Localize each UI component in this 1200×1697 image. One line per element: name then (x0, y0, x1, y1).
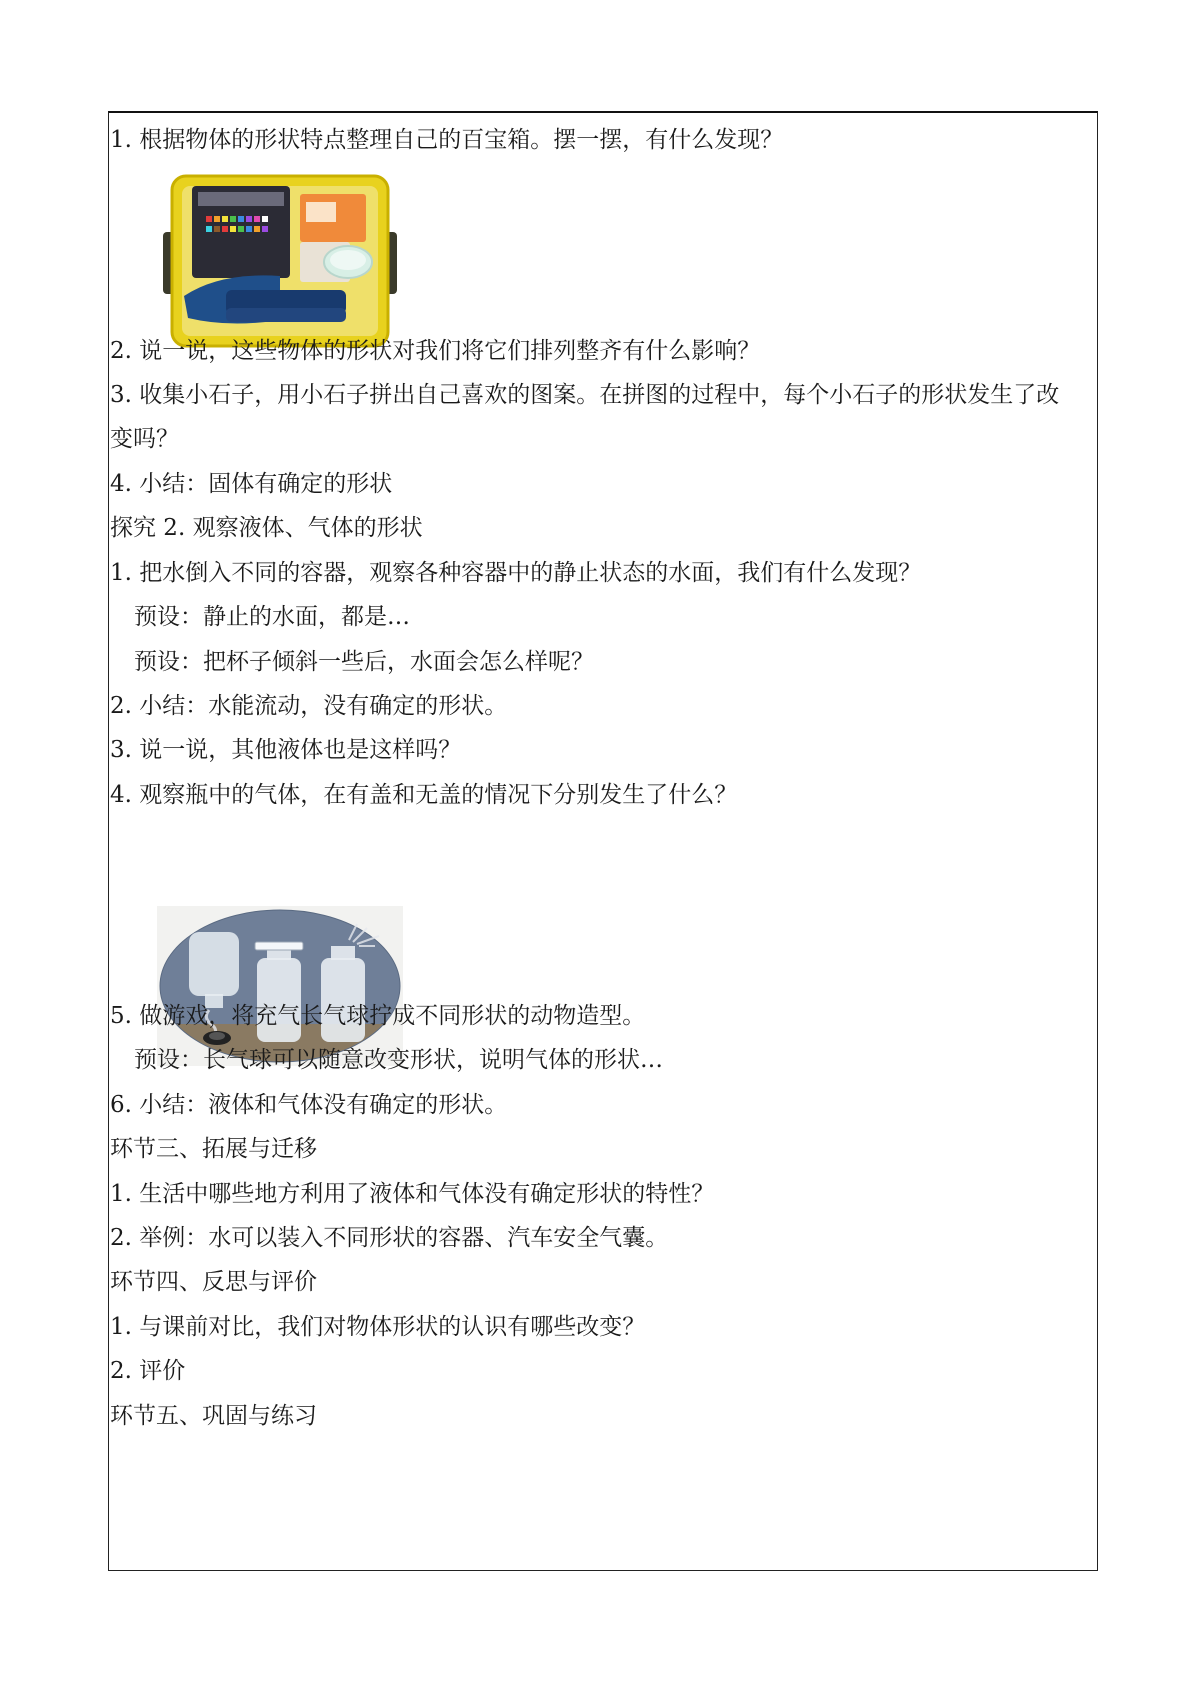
text-line: 预设：长气球可以随意改变形状，说明气体的形状… (134, 1047, 663, 1073)
text-line: 4. 小结：固体有确定的形状 (110, 471, 393, 497)
gas-jars-illustration (157, 906, 403, 1066)
section-heading: 环节三、拓展与迁移 (110, 1136, 317, 1162)
text-line: 2. 小结：水能流动，没有确定的形状。 (110, 693, 508, 719)
section-heading: 环节四、反思与评价 (110, 1269, 317, 1295)
text-line: 5. 做游戏，将充气长气球拧成不同形状的动物造型。 (110, 1003, 646, 1029)
text-line: 1. 把水倒入不同的容器，观察各种容器中的静止状态的水面，我们有什么发现？ (110, 560, 922, 586)
text-line: 预设：静止的水面，都是… (134, 604, 410, 630)
text-line: 变吗？ (110, 426, 179, 452)
text-line: 3. 收集小石子，用小石子拼出自己喜欢的图案。在拼图的过程中，每个小石子的形状发生了改 (110, 382, 1060, 408)
text-line: 6. 小结：液体和气体没有确定的形状。 (110, 1092, 508, 1118)
section-heading: 探究 2. 观察液体、气体的形状 (110, 515, 423, 541)
text-line: 预设：把杯子倾斜一些后，水面会怎么样呢？ (134, 649, 594, 675)
text-line: 2. 说一说，这些物体的形状对我们将它们排列整齐有什么影响？ (110, 338, 761, 364)
text-line: 1. 与课前对比，我们对物体形状的认识有哪些改变？ (110, 1314, 646, 1340)
text-line: 4. 观察瓶中的气体，在有盖和无盖的情况下分别发生了什么？ (110, 782, 738, 808)
text-line: 2. 评价 (110, 1358, 186, 1384)
text-line: 1. 根据物体的形状特点整理自己的百宝箱。摆一摆，有什么发现？ (110, 127, 784, 153)
section-heading: 环节五、巩固与练习 (110, 1403, 317, 1429)
treasure-box-photo (160, 172, 400, 350)
text-line: 3. 说一说，其他液体也是这样吗？ (110, 737, 462, 763)
text-line: 1. 生活中哪些地方利用了液体和气体没有确定形状的特性？ (110, 1181, 715, 1207)
text-line: 2. 举例：水可以装入不同形状的容器、汽车安全气囊。 (110, 1225, 669, 1251)
